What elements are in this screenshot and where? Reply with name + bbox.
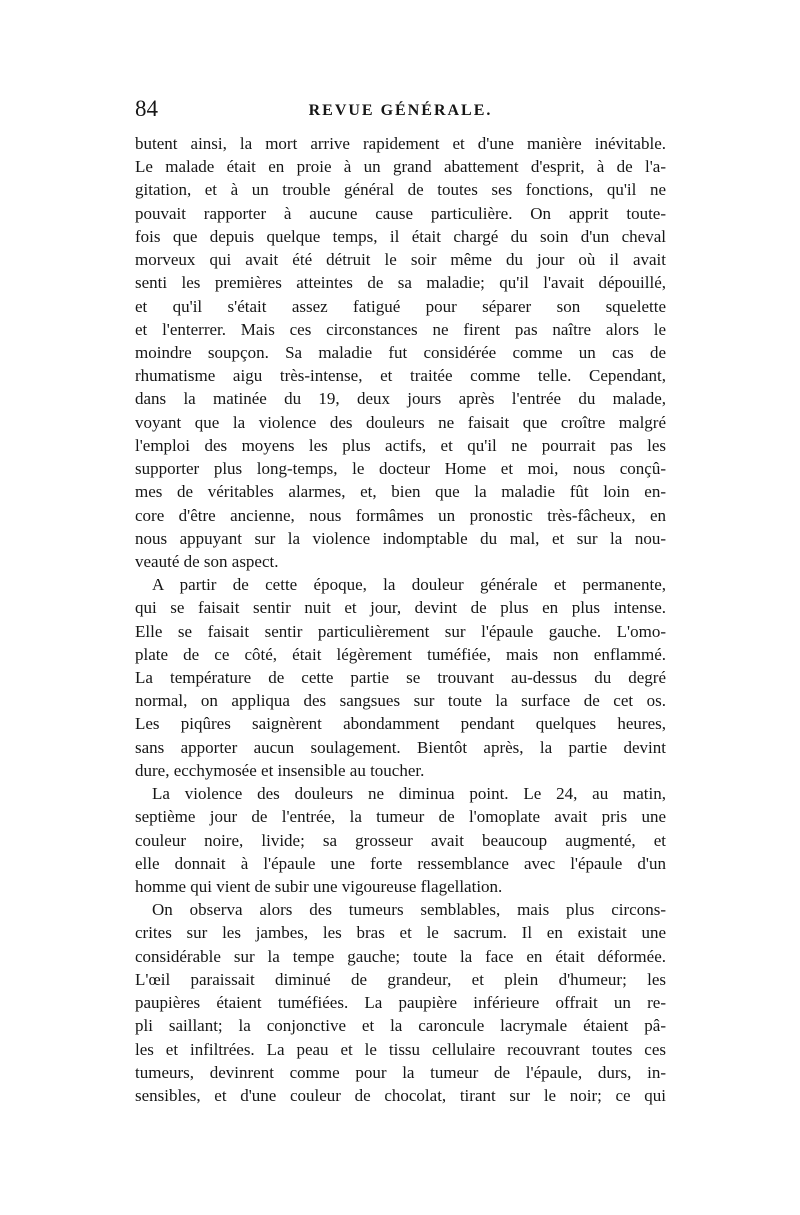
text-line: et qu'il s'était assez fatigué pour séparer son squelette [135,296,666,316]
text-line: L'œil paraissait diminué de grandeur, et plein d'humeur; les [135,969,666,989]
text-line: La température de cette partie se trouvant au-dessus du degré [135,668,666,688]
text-line: normal, on appliqua des sangsues sur toute la surface de cet os. [135,691,666,711]
text-line: l'emploi des moyens les plus actifs, et qu'il ne pourrait pas les [135,435,666,455]
text-line: dure, ecchymosée et insensible au toucher. [135,760,425,780]
text-line: dans la matinée du 19, deux jours après l'entrée du malade, [135,389,666,409]
text-line: On observa alors des tumeurs semblables, mais plus circons- [152,900,666,920]
text-line: A partir de cette époque, la douleur générale et permanente, [152,575,666,595]
text-line: sans apporter aucun soulagement. Bientôt après, la partie devint [135,737,666,757]
text-line: nous appuyant sur la violence indomptable du mal, et sur la nou- [135,528,666,548]
body-text [135,132,666,1107]
text-line: Elle se faisait sentir particulièrement sur l'épaule gauche. L'omo- [135,621,666,641]
text-line: core d'être ancienne, nous formâmes un pronostic très-fâcheux, en [135,505,666,525]
text-line: veauté de son aspect. [135,551,279,571]
text-line: couleur noire, livide; sa grosseur avait beaucoup augmenté, et [135,830,666,850]
text-line: pouvait rapporter à aucune cause particulière. On apprit toute- [135,203,666,223]
text-line: tumeurs, devinrent comme pour la tumeur de l'épaule, durs, in- [135,1062,666,1082]
text-line: La violence des douleurs ne diminua point. Le 24, au matin, [152,784,666,804]
text-line: crites sur les jambes, les bras et le sacrum. Il en existait une [135,923,666,943]
text-line: septième jour de l'entrée, la tumeur de l'omoplate avait pris une [135,807,666,827]
text-line: Le malade était en proie à un grand abattement d'esprit, à de l'a- [135,157,666,177]
text-line: homme qui vient de subir une vigoureuse flagellation. [135,877,503,896]
page-header [135,96,666,128]
text-line: Les piqûres saignèrent abondamment pendant quelques heures, [135,714,666,734]
running-head: REVUE GÉNÉRALE. [308,102,493,119]
text-line: voyant que la violence des douleurs ne faisait que croître malgré [135,412,666,432]
text-line: et l'enterrer. Mais ces circonstances ne firent pas naître alors le [135,319,666,339]
text-line: moindre soupçon. Sa maladie fut considérée comme un cas de [135,342,666,362]
text-line: fois que depuis quelque temps, il était chargé du soin d'un cheval [135,226,666,246]
text-line: elle donnait à l'épaule une forte ressemblance avec l'épaule d'un [135,853,666,873]
text-line: senti les premières atteintes de sa maladie; qu'il l'avait dépouillé, [135,273,666,293]
text-line: rhumatisme aigu très-intense, et traitée comme telle. Cependant, [135,366,666,386]
text-line: plate de ce côté, était légèrement tuméfiée, mais non enflammé. [135,644,666,664]
page-number: 84 [135,96,158,121]
text-line: les et infiltrées. La peau et le tissu cellulaire recouvrant toutes ces [135,1039,666,1059]
text-line: paupières étaient tuméfiées. La paupière inférieure offrait un re- [135,993,666,1013]
text-line: gitation, et à un trouble général de toutes ses fonctions, qu'il ne [135,180,666,200]
text-line: mes de véritables alarmes, et, bien que la maladie fût loin en- [135,482,666,502]
text-line: qui se faisait sentir nuit et jour, devint de plus en plus intense. [135,598,666,618]
text-line: morveux qui avait été détruit le soir même du jour où il avait [135,250,666,270]
text-line: considérable sur la tempe gauche; toute la face en était déformée. [135,946,666,966]
text-line: butent ainsi, la mort arrive rapidement et d'une manière inévitable. [135,134,666,153]
text-line: pli saillant; la conjonctive et la caroncule lacrymale étaient pâ- [135,1016,666,1036]
text-line: supporter plus long-temps, le docteur Home et moi, nous conçû- [135,459,666,479]
text-line: sensibles, et d'une couleur de chocolat, tirant sur le noir; ce qui [135,1085,666,1105]
